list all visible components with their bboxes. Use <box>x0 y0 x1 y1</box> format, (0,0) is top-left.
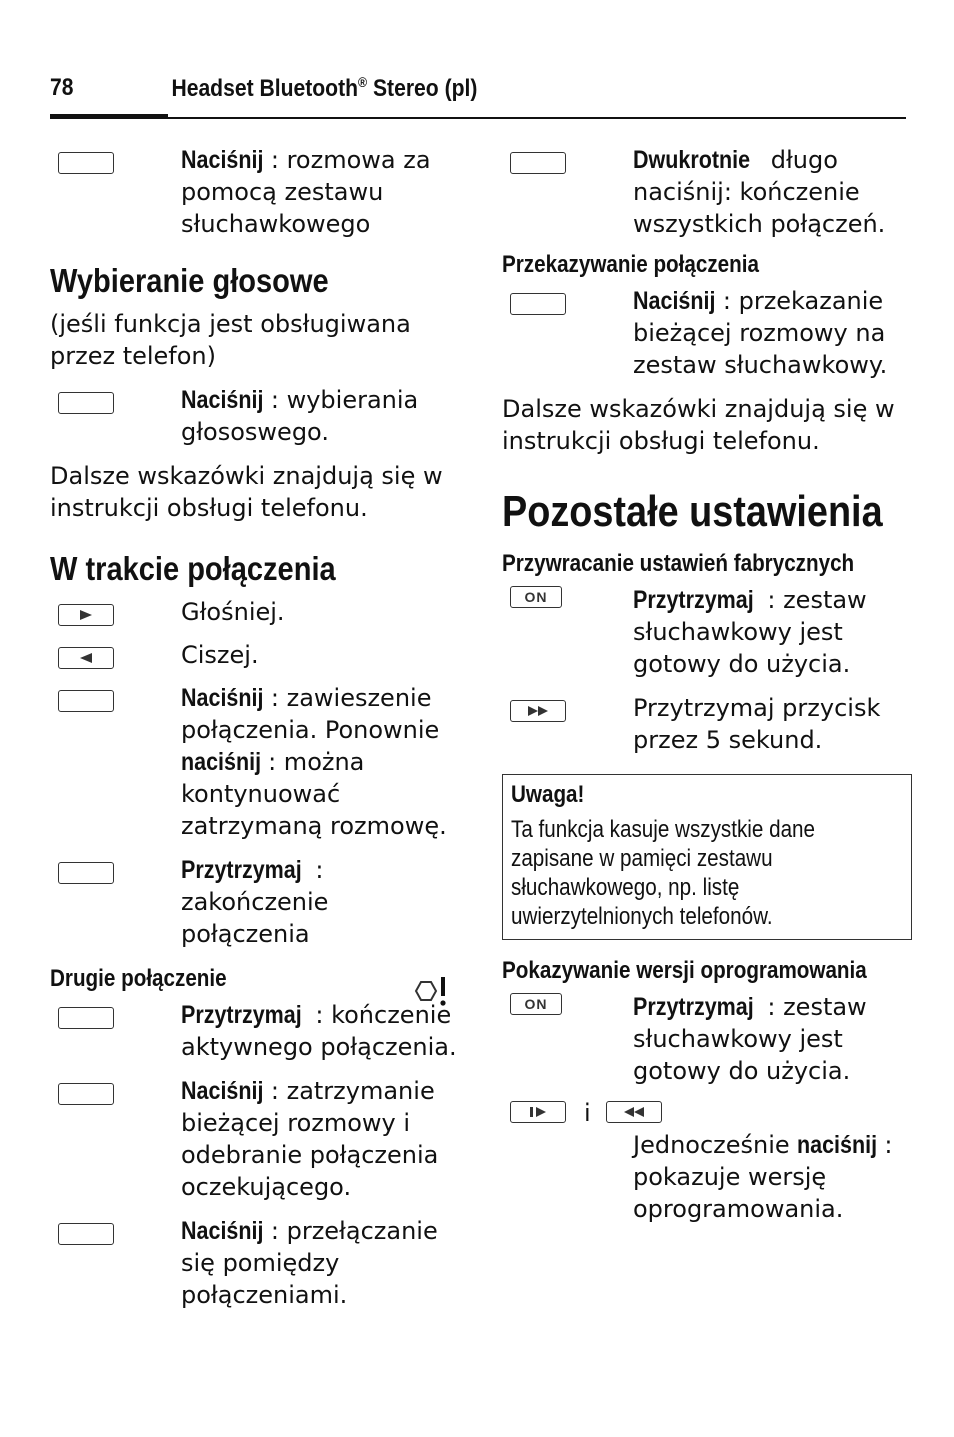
instruction-row: Głośniej. <box>50 596 460 628</box>
instruction-row: Naciśnij : wybierania głososwego. <box>50 384 460 448</box>
instruction-row: Ciszej. <box>50 639 460 671</box>
second-call-heading-row <box>50 964 460 993</box>
instruction-row: Przytrzymaj przycisk przez 5 sekund. <box>502 692 912 756</box>
page-number: 78 <box>50 74 74 101</box>
page-header-title: Headset Bluetooth® Stereo (pl) <box>171 74 478 102</box>
section-heading-during-call: W trakcie połączenia <box>50 550 336 587</box>
section-heading-factory-reset: Przywracanie ustawień fabrycznych <box>502 550 855 577</box>
instruction-row: Naciśnij : rozmowa za pomocą zestawu słuchawkowego <box>50 144 460 240</box>
volume-down-key-icon <box>58 647 114 669</box>
previous-track-key-icon <box>606 1101 662 1123</box>
instruction-row: Jednocześnie naciśnij : pokazuje wersję oprogramowania. <box>633 1131 893 1223</box>
voice-hint: Dalsze wskazówki znajdują się w instrukcji obsługi telefonu. <box>50 462 443 522</box>
warning-note-body: Ta funkcja kasuje wszystkie dane zapisane w pamięci zestawu słuchawkowego, np. listę uwierzytelnionych telefonów. <box>511 816 816 930</box>
header-rule-thick <box>50 114 168 119</box>
header-rule-thin <box>168 117 906 119</box>
instruction-row: Naciśnij : zatrzymanie bieżącej rozmowy i odebranie połączenia oczekującego. <box>50 1075 460 1203</box>
page-section-title: Pozostałe ustawienia <box>502 487 883 536</box>
multifunction-key-icon <box>58 1223 114 1245</box>
instruction-row: Dwukrotnie długo naciśnij: kończenie wszystkich połączeń. <box>502 144 912 240</box>
section-heading-second-call: Drugie połączenie <box>50 965 227 992</box>
next-track-key-icon <box>510 700 566 722</box>
key-combination-row <box>502 1099 912 1129</box>
instruction-row: Przytrzymaj : zakończenie połączenia <box>50 854 460 950</box>
voice-intro: (jeśli funkcja jest obsługiwana przez telefon) <box>50 310 411 370</box>
transfer-hint: Dalsze wskazówki znajdują się w instrukcji obsługi telefonu. <box>502 395 895 455</box>
multifunction-key-icon <box>58 1083 114 1105</box>
section-heading-firmware-version: Pokazywanie wersji oprogramowania <box>502 957 867 984</box>
instruction-row: Naciśnij : przekazanie bieżącej rozmowy na zestaw słuchawkowy. <box>502 285 912 381</box>
multifunction-key-icon <box>58 862 114 884</box>
instruction-row: ON Przytrzymaj : zestaw słuchawkowy jest gotowy do użycia. <box>502 584 912 680</box>
section-heading-transfer: Przekazywanie połączenia <box>502 251 759 278</box>
on-key-icon: ON <box>510 586 562 608</box>
play-pause-key-icon <box>510 1101 566 1123</box>
instruction-row: ON Przytrzymaj : zestaw słuchawkowy jest gotowy do użycia. <box>502 991 912 1087</box>
and-connector: i <box>584 1099 591 1127</box>
volume-up-key-icon <box>58 604 114 626</box>
warning-note-box <box>502 774 912 940</box>
multifunction-key-icon <box>510 152 566 174</box>
instruction-row: Naciśnij : zawieszenie połączenia. Ponownie naciśnij : można kontynuować zatrzymaną rozmowę. <box>50 682 460 842</box>
multifunction-key-icon <box>58 392 114 414</box>
instruction-row: Przytrzymaj : kończenie aktywnego połączenia. <box>50 999 460 1063</box>
multifunction-key-icon <box>510 293 566 315</box>
instruction-row: Naciśnij : przełączanie się pomiędzy połączeniami. <box>50 1215 460 1311</box>
multifunction-key-icon <box>58 1007 114 1029</box>
multifunction-key-icon <box>58 690 114 712</box>
section-heading-voice: Wybieranie głosowe <box>50 262 329 299</box>
multifunction-key-icon <box>58 152 114 174</box>
right-column <box>502 140 912 1237</box>
left-column <box>50 140 460 1323</box>
on-key-icon: ON <box>510 993 562 1015</box>
warning-note-title: Uwaga! <box>511 781 585 808</box>
